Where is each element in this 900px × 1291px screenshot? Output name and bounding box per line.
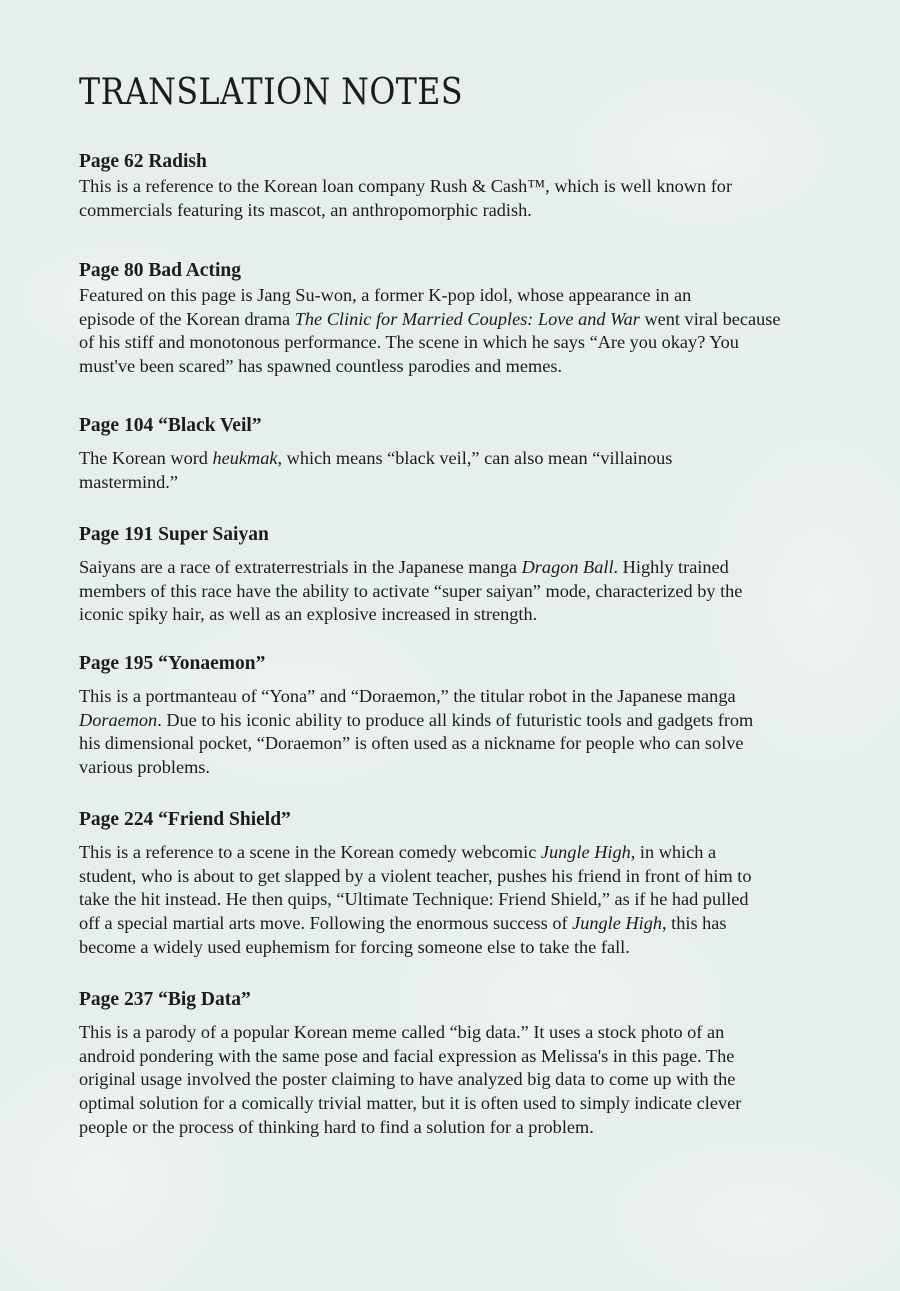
italic-title-text: The Clinic for Married Couples: Love and War [294,308,640,329]
note-line [79,1092,839,1116]
note-text: , this has [662,913,727,934]
note-body [79,1021,839,1140]
note-text: , in which a [630,842,717,862]
note-heading: Page 104 “Black Veil” [79,415,262,436]
note-heading: Page 191 Super Saiyan [79,524,269,545]
note-section [79,523,839,627]
note-text: android pondering with the same pose and facial expression as Melissa's in this page. The [79,1045,735,1066]
note-text: his dimensional pocket, “Doraemon” is often used as a nickname for people who can solve [79,733,744,754]
note-text: This is a reference to the Korean loan company Rush & Cash™, which is well known for [79,176,733,196]
note-body [79,447,839,494]
note-line [79,603,839,627]
italic-title-text: Doraemon [79,709,158,730]
note-line [79,709,839,733]
note-line [79,1116,839,1140]
note-line [79,1068,839,1092]
note-line [79,936,839,960]
note-body [79,284,839,379]
note-text: Saiyans are a race of extraterrestrials in the Japanese manga [79,557,522,577]
note-heading: Page 80 Bad Acting [79,260,241,281]
page-title: TRANSLATION NOTES [79,72,464,113]
note-text: . Highly trained [613,557,729,577]
note-text: . Due to his iconic ability to produce all kinds of futuristic tools and gadgets from [157,709,754,730]
note-body [79,841,839,960]
note-text: iconic spiky hair, as well as an explosive increased in strength. [79,604,538,625]
note-text: members of this race have the ability to activate “super saiyan” mode, characterized by the [79,580,743,601]
note-line [79,912,839,936]
note-heading: Page 237 “Big Data” [79,989,251,1010]
note-line [79,865,839,889]
note-text: must've been scared” has spawned countless parodies and memes. [79,356,563,377]
note-text: This is a portmanteau of “Yona” and “Doraemon,” the titular robot in the Japanese manga [79,686,736,706]
note-text: people or the process of thinking hard to find a solution for a problem. [79,1116,594,1137]
note-line [79,580,839,604]
note-line [79,732,839,756]
note-text: become a widely used euphemism for forcing someone else to take the fall. [79,936,630,957]
note-section [79,414,839,494]
note-text: Featured on this page is Jang Su-won, a former K-pop idol, whose appearance in an [79,285,692,305]
note-text: of his stiff and monotonous performance. The scene in which he says “Are you okay? You [79,332,739,353]
note-line [79,331,839,355]
italic-title-text: Dragon Ball [521,557,614,577]
note-section [79,150,839,222]
note-line [79,471,839,495]
note-text: This is a parody of a popular Korean meme called “big data.” It uses a stock photo of an [79,1022,725,1042]
note-line [79,1045,839,1069]
note-text: , which means “black veil,” can also mean “villainous [277,448,673,468]
note-text: student, who is about to get slapped by a violent teacher, pushes his friend in front of him to [79,865,752,886]
note-body [79,175,839,222]
note-text: commercials featuring its mascot, an anthropomorphic radish. [79,199,532,220]
note-line [79,175,839,199]
note-heading: Page 62 Radish [79,151,207,172]
note-line [79,556,839,580]
note-line [79,355,839,379]
italic-title-text: Jungle High [540,842,631,862]
note-line [79,1021,839,1045]
note-line [79,685,839,709]
note-text: off a special martial arts move. Following the enormous success of [79,913,573,934]
note-line [79,888,839,912]
italic-title-text: heukmak [212,448,278,468]
note-text: take the hit instead. He then quips, “Ultimate Technique: Friend Shield,” as if he had pulled [79,889,749,910]
note-line [79,199,839,223]
note-heading: Page 224 “Friend Shield” [79,809,291,830]
note-text: The Korean word [79,448,213,468]
note-section [79,652,839,780]
note-text: went viral because [639,308,781,329]
note-text: This is a reference to a scene in the Korean comedy webcomic [79,842,541,862]
note-line [79,841,839,865]
note-body [79,556,839,627]
note-section [79,259,839,379]
note-line [79,756,839,780]
note-heading: Page 195 “Yonaemon” [79,653,266,674]
note-section [79,808,839,960]
note-text: mastermind.” [79,471,178,492]
note-line [79,308,839,332]
italic-title-text: Jungle High [572,913,663,934]
note-text: optimal solution for a comically trivial matter, but it is often used to simply indicate clever [79,1093,742,1114]
note-line [79,447,839,471]
note-line [79,284,839,308]
note-section [79,988,839,1140]
note-text: episode of the Korean drama [79,308,295,329]
note-text: various problems. [79,757,210,778]
note-body [79,685,839,780]
note-text: original usage involved the poster claiming to have analyzed big data to come up with the [79,1069,736,1090]
